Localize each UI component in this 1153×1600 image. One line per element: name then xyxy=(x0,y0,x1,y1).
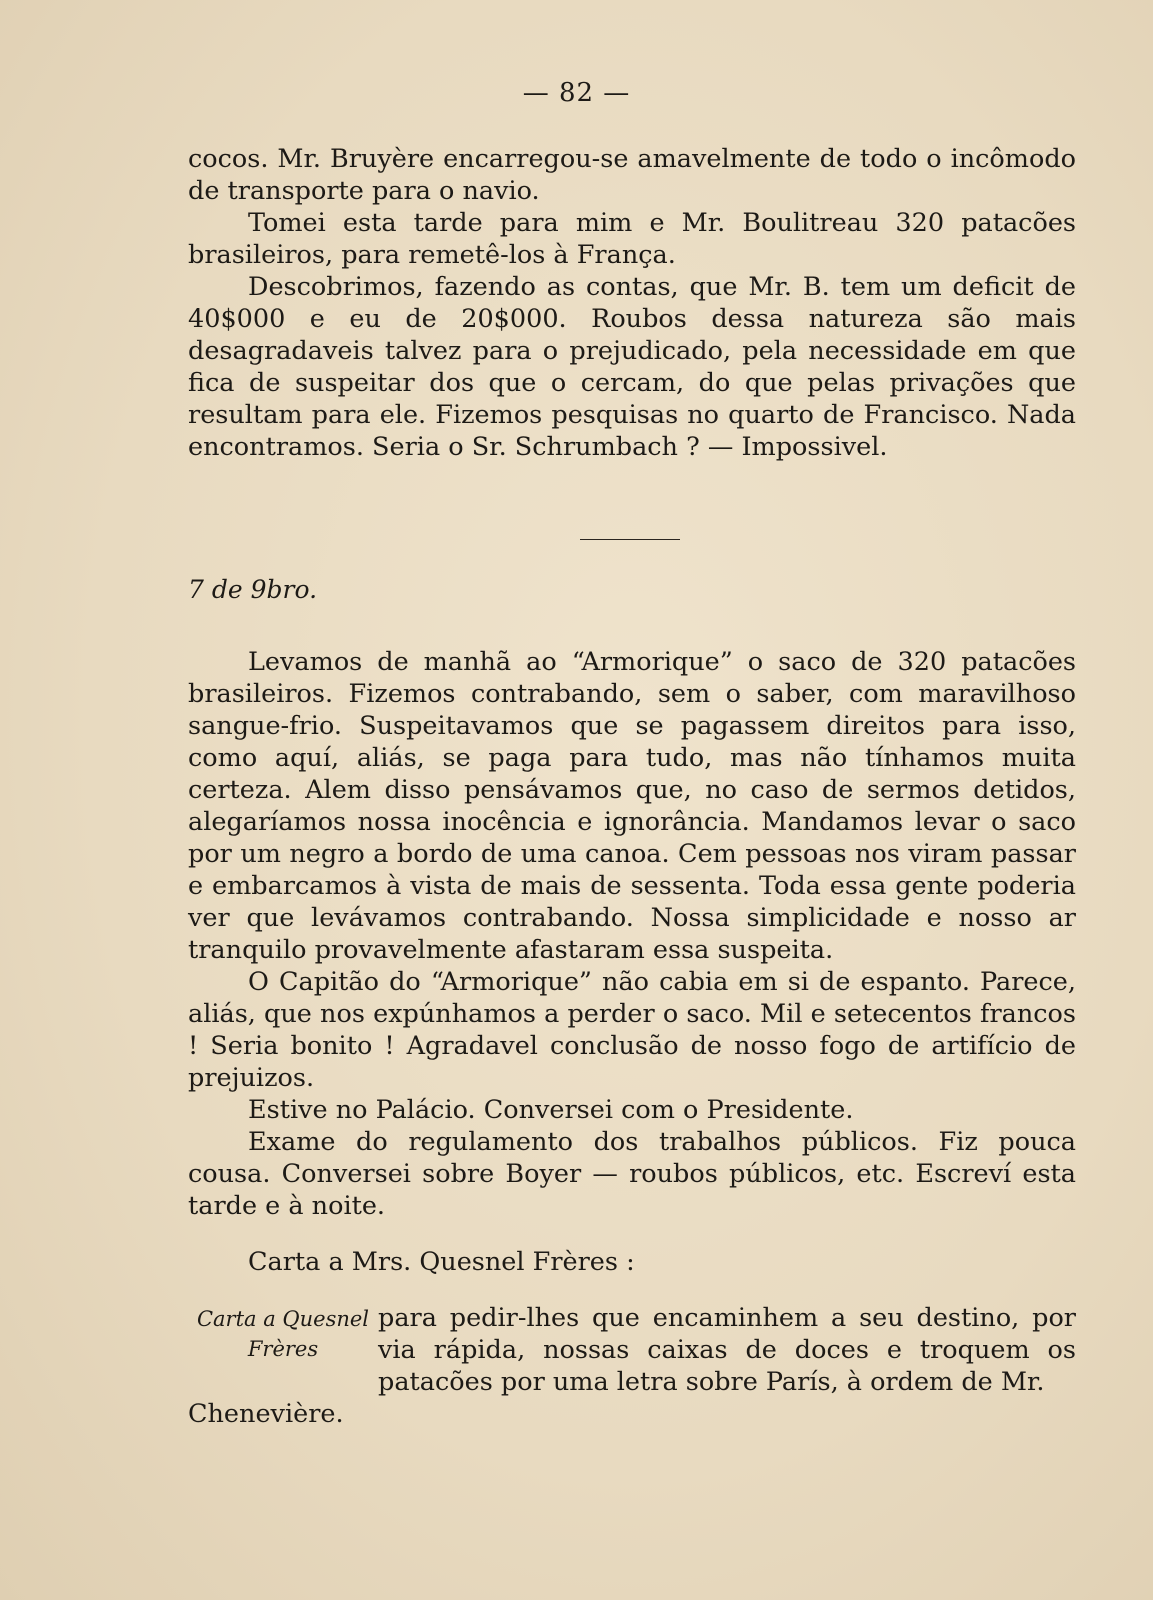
date-heading: 7 de 9bro. xyxy=(188,575,318,604)
letter-block xyxy=(188,1302,1076,1398)
paragraph-2: Tomei esta tarde para mim e Mr. Boulitreau 320 patacões brasileiros, para remetê-los à França. xyxy=(188,208,1076,270)
letter-closing: Chenevière. xyxy=(188,1399,344,1429)
page-body xyxy=(188,143,1076,1430)
paragraph-4: Levamos de manhã ao “Armorique” o saco de 320 patacões brasileiros. Fizemos contrabando, sem o saber, com maravilhoso sangue-frio. Suspeitavamos que se pagassem direitos para isso, como aquí, aliás, se paga para tudo, mas não tínhamos muita certeza. Alem disso pensávamos que, no caso de sermos detidos, alegaríamos nossa inocência e ignorância. Mandamos levar o saco por um negro a bordo de uma canoa. Cem pessoas nos viram passar e embarcamos à vista de mais de sessenta. Toda essa gente poderia ver que levávamos contrabando. Nossa simplicidade e nosso ar tranquilo provavelmente afastaram essa suspeita. xyxy=(188,647,1076,965)
paragraph-1: cocos. Mr. Bruyère encarregou-se amavelmente de todo o incômodo de transporte para o navio. xyxy=(188,144,1076,206)
letter-heading: Carta a Mrs. Quesnel Frères : xyxy=(248,1247,635,1277)
paragraph-3: Descobrimos, fazendo as contas, que Mr. B. tem um deficit de 40$000 e eu de 20$000. Roubos dessa natureza são mais desagradaveis talvez para o prejudicado, pela necessidade em que fica de suspeitar dos que o cercam, do que pelas privações que resultam para ele. Fizemos pesquisas no quarto de Francisco. Nada encontramos. Seria o Sr. Schrumbach ? — Impossivel. xyxy=(188,272,1076,462)
page-number: — 82 — xyxy=(522,78,631,108)
letter-text: para pedir-lhes que encaminhem a seu destino, por via rápida, nossas caixas de doces e troquem os patacões por uma letra sobre París, à ordem de Mr. xyxy=(378,1303,1076,1397)
paragraph-6: Estive no Palácio. Conversei com o Presidente. xyxy=(248,1095,854,1125)
paragraph-5: O Capitão do “Armorique” não cabia em si de espanto. Parece, aliás, que nos expúnhamos a perder o saco. Mil e setecentos francos ! Seria bonito ! Agradavel conclusão de nosso fogo de artifício de prejuizos. xyxy=(188,967,1076,1093)
margin-note: Carta a Quesnel Frères xyxy=(196,1307,370,1361)
section-divider xyxy=(580,539,680,540)
paragraph-7: Exame do regulamento dos trabalhos públicos. Fiz pouca cousa. Conversei sobre Boyer — roubos públicos, etc. Escreví esta tarde e à noite. xyxy=(188,1127,1076,1221)
